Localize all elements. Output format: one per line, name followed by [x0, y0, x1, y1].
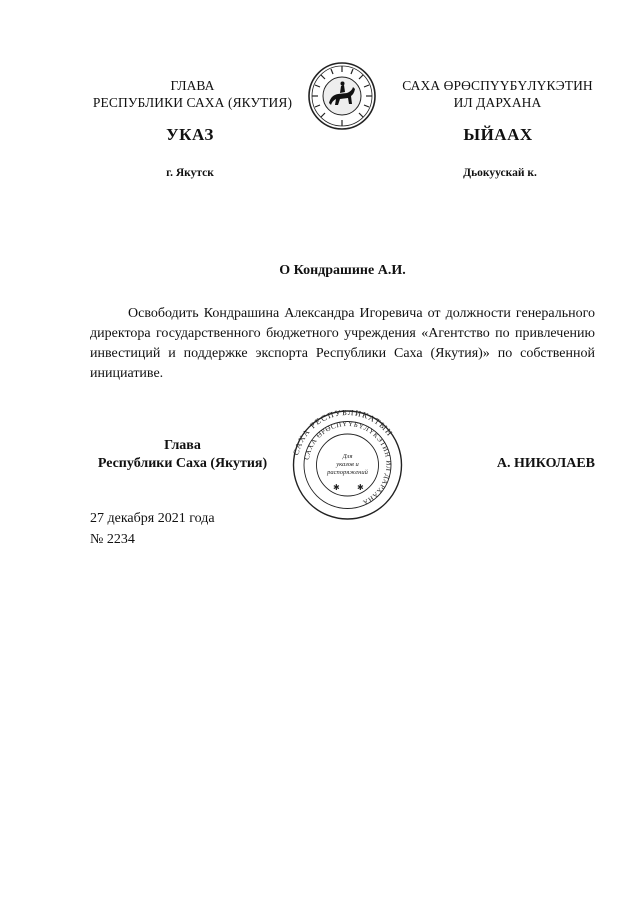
coat-of-arms-emblem — [307, 61, 377, 131]
issuer-block-sah — [390, 77, 605, 111]
signatory-position-line1: Глава — [164, 438, 201, 453]
seal-star-icon: ✱ — [357, 483, 364, 492]
seal-center-line1: Для — [342, 453, 353, 460]
issuer-line1-ru: ГЛАВА — [170, 78, 215, 93]
issuer-line1-sah: САХА ӨРӨСПҮҮБҮЛҮКЭТИН — [402, 78, 593, 93]
decree-date: 27 декабря 2021 года — [90, 511, 215, 526]
decree-body-paragraph: Освободить Кондрашина Александра Игоревича от должности генерального директора государственного бюджетного учреждения «Агентство по привлечению инвестиций и поддержке экспорта Республики Саха (Якутия)» по собственной инициативе. — [90, 306, 595, 381]
signatory-position-line2: Республики Саха (Якутия) — [97, 456, 268, 471]
decree-title-ru: УКАЗ — [166, 125, 214, 144]
signatory-name: А. НИКОЛАЕВ — [496, 456, 595, 471]
decree-number: № 2234 — [90, 532, 135, 547]
seal-center-line3: распоряжений — [327, 469, 368, 476]
seal-inner-text: САХА ӨРӨСПҮҮБҮЛҮКЭТИН ИЛ ДАРХАНА — [302, 419, 393, 507]
issuer-line2-ru: РЕСПУБЛИКИ САХА (ЯКУТИЯ) — [92, 95, 293, 110]
issuer-line2-sah: ИЛ ДАРХАНА — [453, 95, 542, 110]
seal-icon — [285, 410, 410, 520]
decree-body — [90, 304, 595, 384]
city-ru: г. Якутск — [166, 167, 214, 179]
decree-subject: О Кондрашине А.И. — [279, 263, 406, 278]
signatory-position — [90, 437, 275, 473]
seal-center-line2: указов и — [336, 461, 359, 468]
official-seal-stamp — [285, 410, 410, 520]
seal-outer-text: САХА РЕСПУБЛИКАТЫН — [291, 410, 395, 457]
seal-star-icon: ✱ — [333, 483, 340, 492]
city-sah: Дьокуускай к. — [463, 167, 537, 179]
emblem-icon — [307, 61, 377, 131]
issuer-block-ru — [80, 77, 305, 111]
decree-title-sah: ЫЙААХ — [463, 125, 533, 144]
